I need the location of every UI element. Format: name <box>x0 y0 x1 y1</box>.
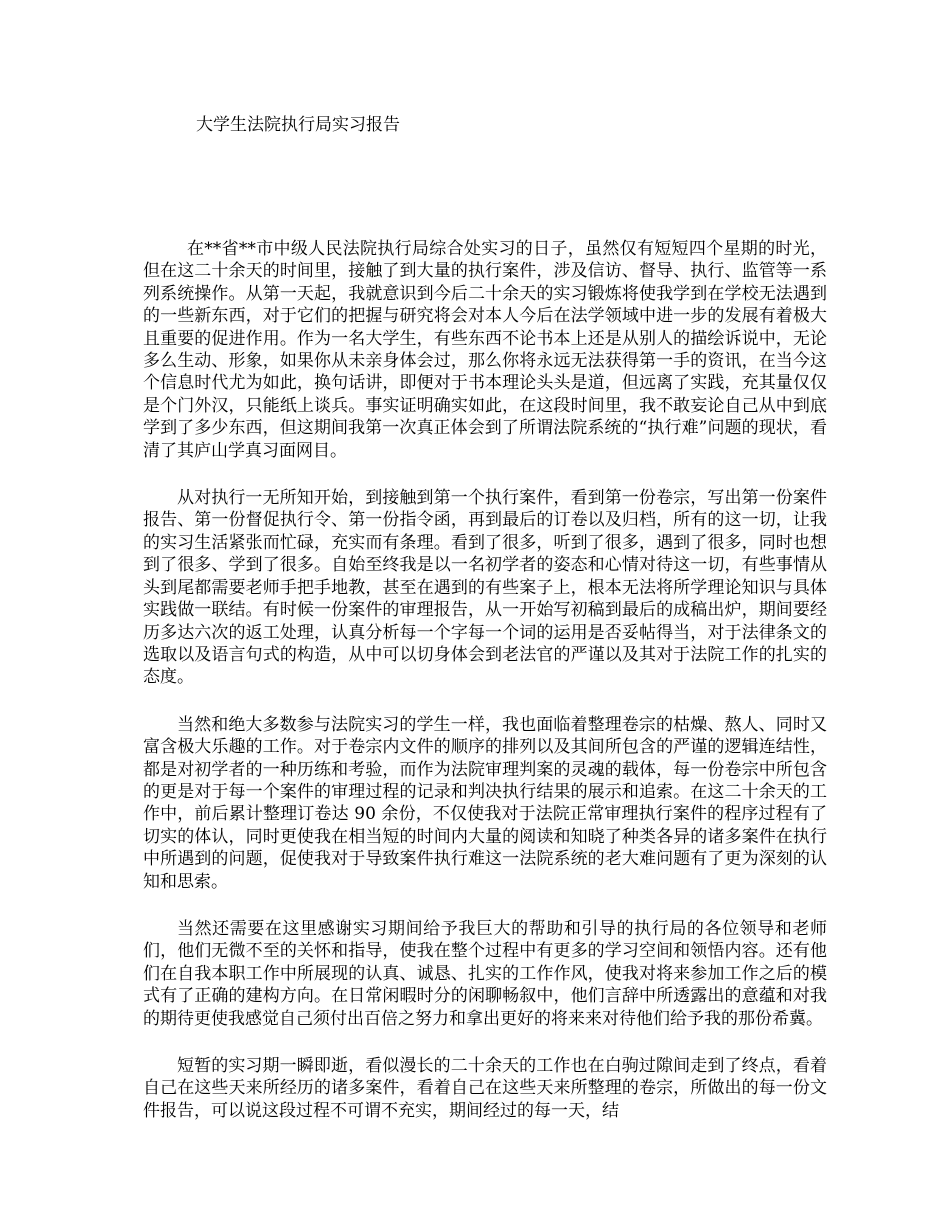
paragraph-4: 当然还需要在这里感谢实习期间给予我巨大的帮助和引导的执行局的各位领导和老师们，他们无微不至的关怀和指导，使我在整个过程中有更多的学习空间和领悟内容。还有他们在自我本职工作中所展现的认真、诚恳、扎实的工作作风，使我对将来参加工作之后的模式有了正确的建构方向。在日常闲暇时分的闲聊畅叙中，他们言辞中所透露出的意蕴和对我的期待更使我感觉自己须付出百倍之努力和拿出更好的将来来对待他们给予我的那份希冀。 <box>143 918 827 1029</box>
paragraph-5: 短暂的实习期一瞬即逝，看似漫长的二十余天的工作也在白驹过隙间走到了终点，看着自己在这些天来所经历的诸多案件，看着自己在这些天来所整理的卷宗，所做出的每一份文件报告，可以说这段过程不可谓不充实，期间经过的每一天，结 <box>143 1056 827 1121</box>
document-title: 大学生法院执行局实习报告 <box>196 115 400 135</box>
paragraph-3: 当然和绝大多数参与法院实习的学生一样，我也面临着整理卷宗的枯燥、熬人、同时又富含极大乐趣的工作。对于卷宗内文件的顺序的排列以及其间所包含的严谨的逻辑连结性，都是对初学者的一种历练和考验，而作为法院审理判案的灵魂的载体，每一份卷宗中所包含的更是对于每一个案件的审理过程的记录和判决执行结果的展示和追索。在这二十余天的工作中，前后累计整理订卷达 90 余份，不仅使我对于法院正常审理执行案件的程序过程有了切实的体认，同时更使我在相当短的时间内大量的阅读和知晓了种类各异的诸多案件在执行中所遇到的问题，促使我对于导致案件执行难这一法院系统的老大难问题有了更为深刻的认知和思索。 <box>143 714 827 892</box>
paragraph-1: 在**省**市中级人民法院执行局综合处实习的日子，虽然仅有短短四个星期的时光，但在这二十余天的时间里，接触了到大量的执行案件，涉及信访、督导、执行、监管等一系列系统操作。从第一天起，我就意识到今后二十余天的实习锻炼将使我学到在学校无法遇到的一些新东西，对于它们的把握与研究将会对本人今后在法学领域中进一步的发展有着极大且重要的促进作用。作为一名大学生，有些东西不论书本上还是从别人的描绘诉说中，无论多么生动、形象，如果你从未亲身体会过，那么你将永远无法获得第一手的资讯，在当今这个信息时代尤为如此，换句话讲，即便对于书本理论头头是道，但远离了实践，充其量仅仅是个门外汉，只能纸上谈兵。事实证明确实如此，在这段时间里，我不敢妄论自己从中到底学到了多少东西，但这期间我第一次真正体会到了所谓法院系统的“执行难”问题的现状，看清了其庐山学真习面网目。 <box>143 239 827 461</box>
paragraph-2: 从对执行一无所知开始，到接触到第一个执行案件，看到第一份卷宗，写出第一份案件报告、第一份督促执行令、第一份指令函，再到最后的订卷以及归档，所有的这一切，让我的实习生活紧张而忙碌，充实而有条理。看到了很多，听到了很多，遇到了很多，同时也想到了很多、学到了很多。自始至终我是以一名初学者的姿态和心情对待这一切，有些事情从头到尾都需要老师手把手地教，甚至在遇到的有些案子上，根本无法将所学理论知识与具体实践做一联结。有时候一份案件的审理报告，从一开始写初稿到最后的成稿出炉，期间要经历多达六次的返工处理，认真分析每一个字每一个词的运用是否妥帖得当，对于法律条文的选取以及语言句式的构造，从中可以切身体会到老法官的严谨以及其对于法院工作的扎实的态度。 <box>143 488 827 688</box>
document-body <box>143 238 827 1147</box>
